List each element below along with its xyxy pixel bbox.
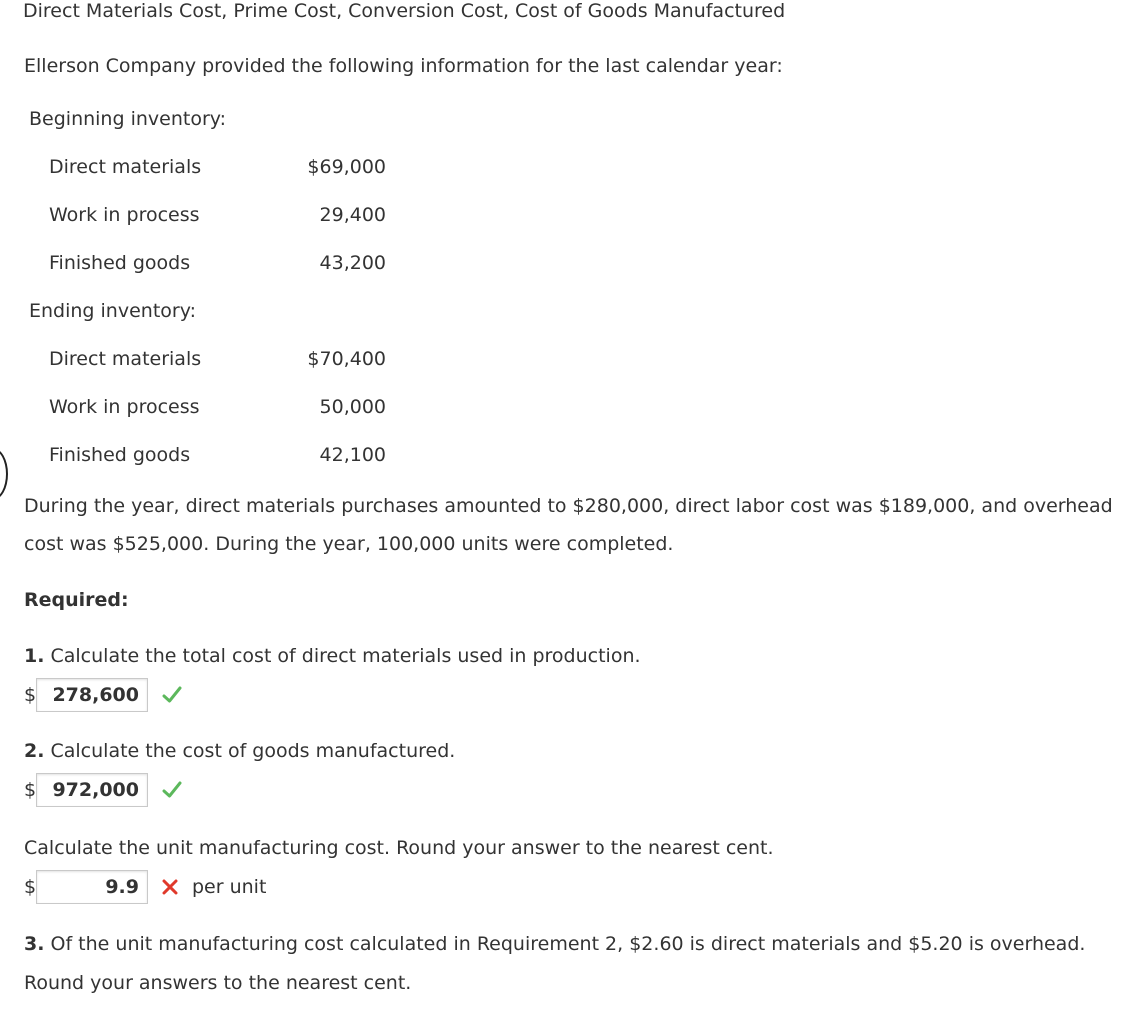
x-icon — [162, 879, 178, 895]
question-3-text-line-2: Round your answers to the nearest cent. — [24, 972, 412, 994]
ending-inventory-label: Ending inventory: — [29, 300, 196, 322]
check-icon — [162, 686, 182, 704]
question-1-currency: $ — [24, 684, 37, 706]
question-2-answer-input[interactable]: 972,000 — [36, 773, 148, 807]
ending-work-in-process-value: 50,000 — [319, 396, 386, 418]
unit-cost-unit-label: per unit — [192, 876, 267, 898]
beginning-direct-materials-value: $69,000 — [307, 156, 386, 178]
question-3-prompt: Of the unit manufacturing cost calculated in Requirement 2, $2.60 is direct materials and $5.20 is overhead. — [44, 933, 1086, 955]
beginning-work-in-process-label: Work in process — [49, 204, 200, 226]
unit-cost-currency: $ — [24, 876, 37, 898]
intro-text: Ellerson Company provided the following information for the last calendar year: — [24, 55, 783, 77]
question-1-prompt: Calculate the total cost of direct materials used in production. — [44, 645, 641, 667]
ending-direct-materials-value: $70,400 — [307, 348, 386, 370]
ending-finished-goods-value: 42,100 — [319, 444, 386, 466]
question-2-text — [24, 740, 455, 762]
beginning-finished-goods-label: Finished goods — [49, 252, 191, 274]
unit-cost-answer-line — [24, 870, 266, 904]
question-2-number: 2. — [24, 740, 45, 762]
check-icon — [162, 781, 182, 799]
beginning-finished-goods-value: 43,200 — [319, 252, 386, 274]
paragraph-line-2: cost was $525,000. During the year, 100,000 units were completed. — [24, 533, 674, 555]
question-1-answer-line — [24, 678, 182, 712]
ending-direct-materials-label: Direct materials — [49, 348, 202, 370]
beginning-inventory-label: Beginning inventory: — [29, 108, 227, 130]
question-2-currency: $ — [24, 779, 37, 801]
question-2-answer-line — [24, 773, 182, 807]
unit-cost-question-text: Calculate the unit manufacturing cost. Round your answer to the nearest cent. — [24, 837, 774, 859]
question-1-number: 1. — [24, 645, 45, 667]
ending-work-in-process-label: Work in process — [49, 396, 200, 418]
beginning-direct-materials-label: Direct materials — [49, 156, 202, 178]
beginning-work-in-process-value: 29,400 — [319, 204, 386, 226]
question-3-text — [24, 933, 1085, 955]
unit-cost-answer-input[interactable]: 9.9 — [36, 870, 148, 904]
question-2-prompt: Calculate the cost of goods manufactured. — [44, 740, 456, 762]
page-title: Direct Materials Cost, Prime Cost, Conversion Cost, Cost of Goods Manufactured — [23, 0, 786, 22]
required-heading: Required: — [24, 589, 129, 611]
paragraph-line-1: During the year, direct materials purchases amounted to $280,000, direct labor cost was $189,000, and overhead — [24, 495, 1113, 517]
ending-finished-goods-label: Finished goods — [49, 444, 191, 466]
question-1-answer-input[interactable]: 278,600 — [36, 678, 148, 712]
question-1-text — [24, 645, 641, 667]
question-3-number: 3. — [24, 933, 45, 955]
side-bracket-decoration — [0, 448, 8, 500]
